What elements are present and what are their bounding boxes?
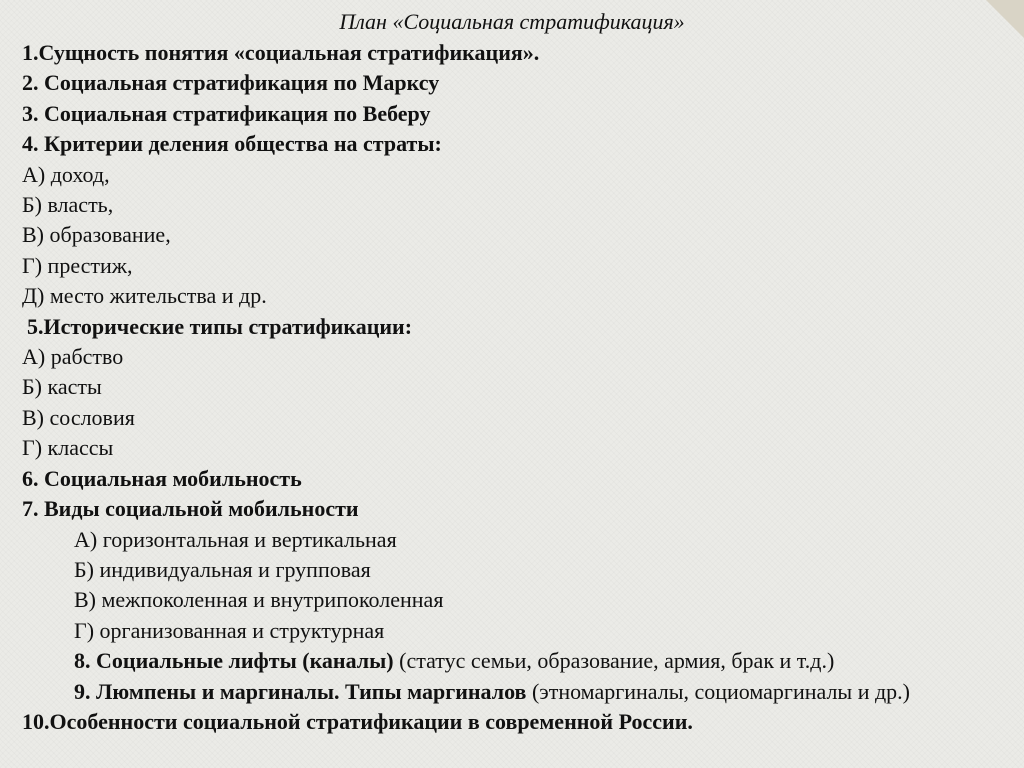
plan-item-9 — [22, 677, 1012, 707]
mobility-item-a: А) горизонтальная и вертикальная — [74, 526, 397, 552]
plan-item-1: 1.Сущность понятия «социальная стратификация». — [22, 40, 540, 65]
plan-item-6: 6. Социальная мобильность — [22, 465, 302, 491]
plan-item-4: 4. Критерии деления общества на страты: — [22, 131, 442, 157]
plan-item-2: 2. Социальная стратификация по Марксу — [22, 70, 440, 96]
plan-item-5: 5.Исторические типы стратификации: — [27, 313, 413, 339]
type-item-b: Б) касты — [22, 374, 102, 400]
type-item-c: В) сословия — [22, 404, 135, 430]
plan-item-8-details: (статус семьи, образование, армия, брак и т.д.) — [393, 648, 835, 674]
criteria-item-e: Д) место жительства и др. — [22, 283, 267, 309]
criteria-item-d: Г) престиж, — [22, 252, 133, 278]
mobility-item-c: В) межпоколенная и внутрипоколенная — [74, 587, 444, 613]
type-item-a: А) рабство — [22, 344, 124, 370]
criteria-item-a: А) доход, — [22, 161, 110, 187]
plan-item-9-title: 9. Люмпены и маргиналы. Типы маргиналов — [74, 678, 527, 704]
criteria-item-b: Б) власть, — [22, 192, 114, 218]
plan-item-3: 3. Социальная стратификация по Веберу — [22, 100, 431, 126]
type-item-d: Г) классы — [22, 435, 114, 461]
slide-title: План «Социальная стратификация» — [339, 9, 685, 34]
plan-item-8-title: 8. Социальные лифты (каналы) — [74, 648, 394, 674]
plan-item-9-details: (этномаргиналы, социомаргиналы и др.) — [526, 678, 911, 704]
mobility-item-d: Г) организованная и структурная — [74, 617, 385, 643]
plan-item-7: 7. Виды социальной мобильности — [22, 496, 359, 522]
mobility-item-b: Б) индивидуальная и групповая — [74, 556, 371, 582]
plan-item-8 — [22, 646, 1012, 676]
criteria-item-c: В) образование, — [22, 222, 171, 248]
plan-item-10: 10.Особенности социальной стратификации в современной России. — [22, 708, 693, 734]
plan-list — [22, 38, 1012, 737]
